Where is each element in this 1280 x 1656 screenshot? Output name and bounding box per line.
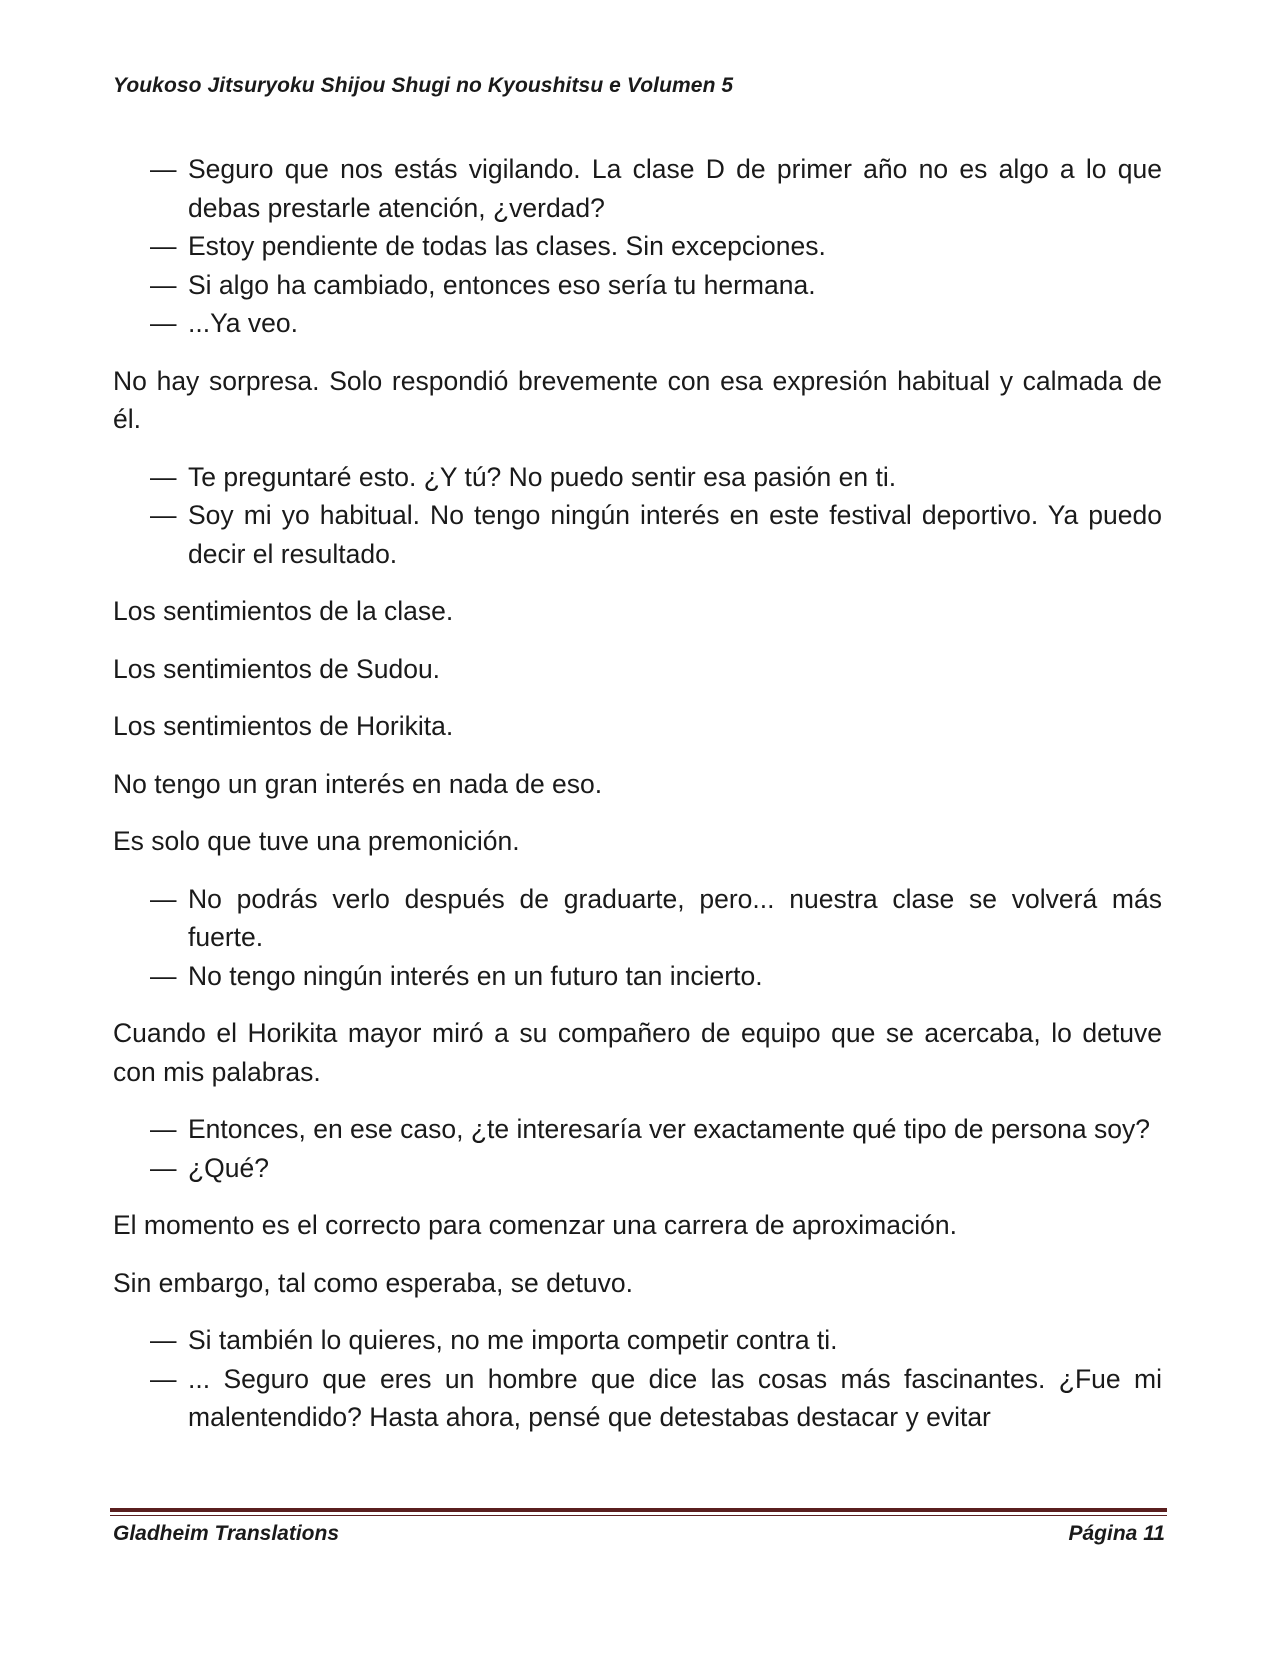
footer-translator-credit: Gladheim Translations <box>113 1522 340 1545</box>
dialog-text: Si algo ha cambiado, entonces eso sería tu hermana. <box>188 269 816 300</box>
dialog-dash: — <box>150 500 177 530</box>
dialog-line <box>113 458 1162 497</box>
dialog-line <box>113 1110 1162 1149</box>
footer-page-number: Página 11 <box>1068 1522 1165 1545</box>
dialog-text: Te preguntaré esto. ¿Y tú? No puedo sentir esa pasión en ti. <box>188 461 897 492</box>
dialog-line <box>113 304 1162 343</box>
dialog-text: ...Ya veo. <box>188 308 298 338</box>
dialog-line <box>113 227 1162 266</box>
dialog-text: No podrás verlo después de graduarte, pero... nuestra clase se volverá más fuerte. <box>188 883 1162 952</box>
dialog-block-5 <box>113 1321 1162 1437</box>
dialog-dash: — <box>150 1152 177 1183</box>
footer-divider-thin <box>110 1515 1167 1516</box>
narration-paragraph: El momento es el correcto para comenzar una carrera de aproximación. <box>113 1210 957 1240</box>
page-body <box>113 150 1162 1456</box>
dialog-dash: — <box>150 154 177 184</box>
dialog-block-2 <box>113 458 1162 574</box>
dialog-line <box>113 1321 1162 1360</box>
dialog-line <box>113 880 1162 957</box>
dialog-line <box>113 1149 1162 1188</box>
dialog-text: Soy mi yo habitual. No tengo ningún interés en este festival deportivo. Ya puedo decir el resultado. <box>188 500 1162 569</box>
dialog-dash: — <box>150 308 177 338</box>
narration-paragraph: No tengo un gran interés en nada de eso. <box>113 768 603 799</box>
dialog-dash: — <box>150 461 177 492</box>
dialog-dash: — <box>150 1114 177 1144</box>
dialog-line <box>113 957 1162 996</box>
dialog-line <box>113 496 1162 573</box>
dialog-dash: — <box>150 960 177 991</box>
dialog-dash: — <box>150 883 177 914</box>
dialog-dash: — <box>150 269 177 300</box>
dialog-line <box>113 1360 1162 1437</box>
dialog-line <box>113 266 1162 305</box>
running-header-title: Youkoso Jitsuryoku Shijou Shugi no Kyoushitsu e Volumen 5 <box>113 74 734 97</box>
dialog-dash: — <box>150 1325 177 1355</box>
dialog-dash: — <box>150 1363 177 1394</box>
dialog-text: No tengo ningún interés en un futuro tan incierto. <box>188 960 763 991</box>
dialog-text: Seguro que nos estás vigilando. La clase D de primer año no es algo a lo que debas prestarle atención, ¿verdad? <box>188 154 1162 223</box>
dialog-dash: — <box>150 231 177 261</box>
dialog-text: Estoy pendiente de todas las clases. Sin excepciones. <box>188 231 826 261</box>
dialog-block-4 <box>113 1110 1162 1187</box>
footer-divider <box>110 1508 1167 1516</box>
footer-divider-thick <box>110 1508 1167 1512</box>
narration-paragraph: Los sentimientos de Horikita. <box>113 711 454 741</box>
dialog-text: Entonces, en ese caso, ¿te interesaría ver exactamente qué tipo de persona soy? <box>188 1114 1150 1144</box>
narration-paragraph: Sin embargo, tal como esperaba, se detuvo. <box>113 1267 633 1298</box>
dialog-block-1 <box>113 150 1162 343</box>
dialog-block-3 <box>113 880 1162 996</box>
narration-paragraph: No hay sorpresa. Solo respondió brevemente con esa expresión habitual y calmada de él. <box>113 365 1162 434</box>
narration-paragraph: Los sentimientos de Sudou. <box>113 653 441 684</box>
dialog-line <box>113 150 1162 227</box>
dialog-text: ... Seguro que eres un hombre que dice las cosas más fascinantes. ¿Fue mi malentendido? Hasta ahora, pensé que detestabas destacar y evitar <box>188 1363 1162 1432</box>
narration-paragraph: Es solo que tuve una premonición. <box>113 826 520 856</box>
dialog-text: Si también lo quieres, no me importa competir contra ti. <box>188 1325 838 1355</box>
dialog-text: ¿Qué? <box>188 1152 270 1183</box>
narration-paragraph: Los sentimientos de la clase. <box>113 596 454 626</box>
narration-paragraph: Cuando el Horikita mayor miró a su compañero de equipo que se acercaba, lo detuve con mis palabras. <box>113 1018 1162 1087</box>
